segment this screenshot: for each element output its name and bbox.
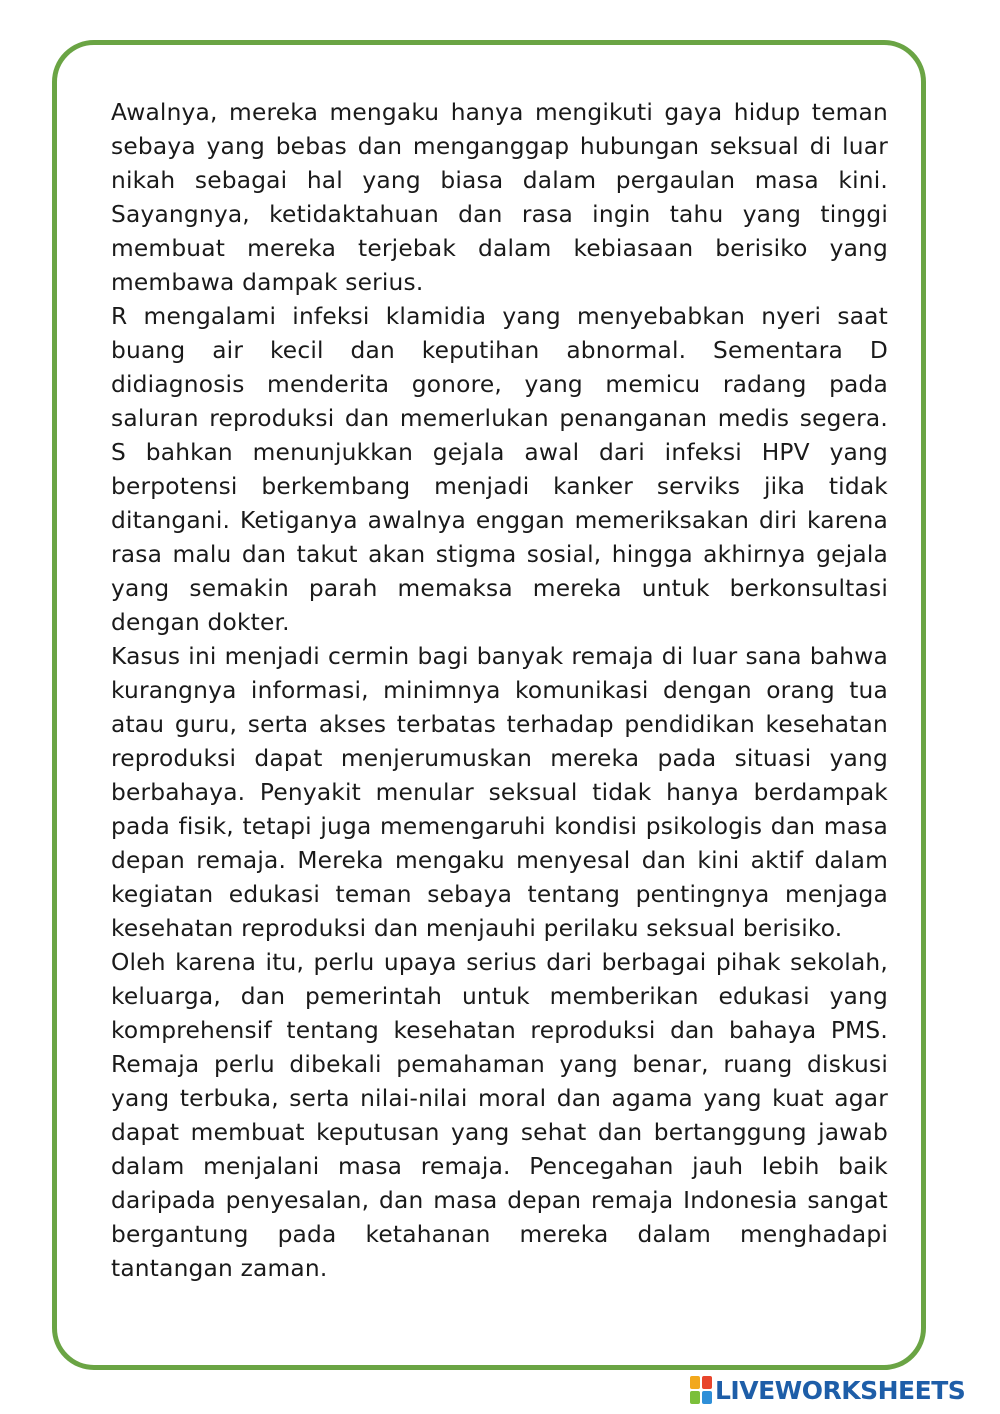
paragraph-1: Awalnya, mereka mengaku hanya mengikuti gaya hidup teman sebaya yang bebas dan menganggap hubungan seksual di luar nikah sebagai hal yang biasa dalam pergaulan masa kini. Sayangnya, ketidaktahuan dan rasa ingin tahu yang tinggi membuat mereka terjebak dalam kebiasaan berisiko yang membawa dampak serius. (111, 99, 888, 296)
liveworksheets-brand[interactable] (690, 1374, 965, 1406)
liveworksheets-logo-icon (690, 1376, 712, 1404)
paragraph-4: Oleh karena itu, perlu upaya serius dari berbagai pihak sekolah, keluarga, dan pemerintah untuk memberikan edukasi yang komprehensif tentang kesehatan reproduksi dan bahaya PMS. Remaja perlu dibekali pemahaman yang benar, ruang diskusi yang terbuka, serta nilai-nilai moral dan agama yang kuat agar dapat membuat keputusan yang sehat dan bertanggung jawab dalam menjalani masa remaja. Pencegahan jauh lebih baik daripada penyesalan, dan masa depan remaja Indonesia sangat bergantung pada ketahanan mereka dalam menghadapi tantangan zaman. (111, 949, 888, 1282)
brand-name: LIVEWORKSHEETS (715, 1375, 966, 1405)
paragraph-3: Kasus ini menjadi cermin bagi banyak remaja di luar sana bahwa kurangnya informasi, minimnya komunikasi dengan orang tua atau guru, serta akses terbatas terhadap pendidikan kesehatan reproduksi dapat menjerumuskan mereka pada situasi yang berbahaya. Penyakit menular seksual tidak hanya berdampak pada fisik, tetapi juga memengaruhi kondisi psikologis dan masa depan remaja. Mereka mengaku menyesal dan kini aktif dalam kegiatan edukasi teman sebaya tentang pentingnya menjaga kesehatan reproduksi dan menjauhi perilaku seksual berisiko. (111, 643, 888, 942)
article-body (111, 96, 888, 1286)
paragraph-2: R mengalami infeksi klamidia yang menyebabkan nyeri saat buang air kecil dan keputihan abnormal. Sementara D didiagnosis menderita gonore, yang memicu radang pada saluran reproduksi dan memerlukan penanganan medis segera. S bahkan menunjukkan gejala awal dari infeksi HPV yang berpotensi berkembang menjadi kanker serviks jika tidak ditangani. Ketiganya awalnya enggan memeriksakan diri karena rasa malu dan takut akan stigma sosial, hingga akhirnya gejala yang semakin parah memaksa mereka untuk berkonsultasi dengan dokter. (111, 303, 888, 636)
